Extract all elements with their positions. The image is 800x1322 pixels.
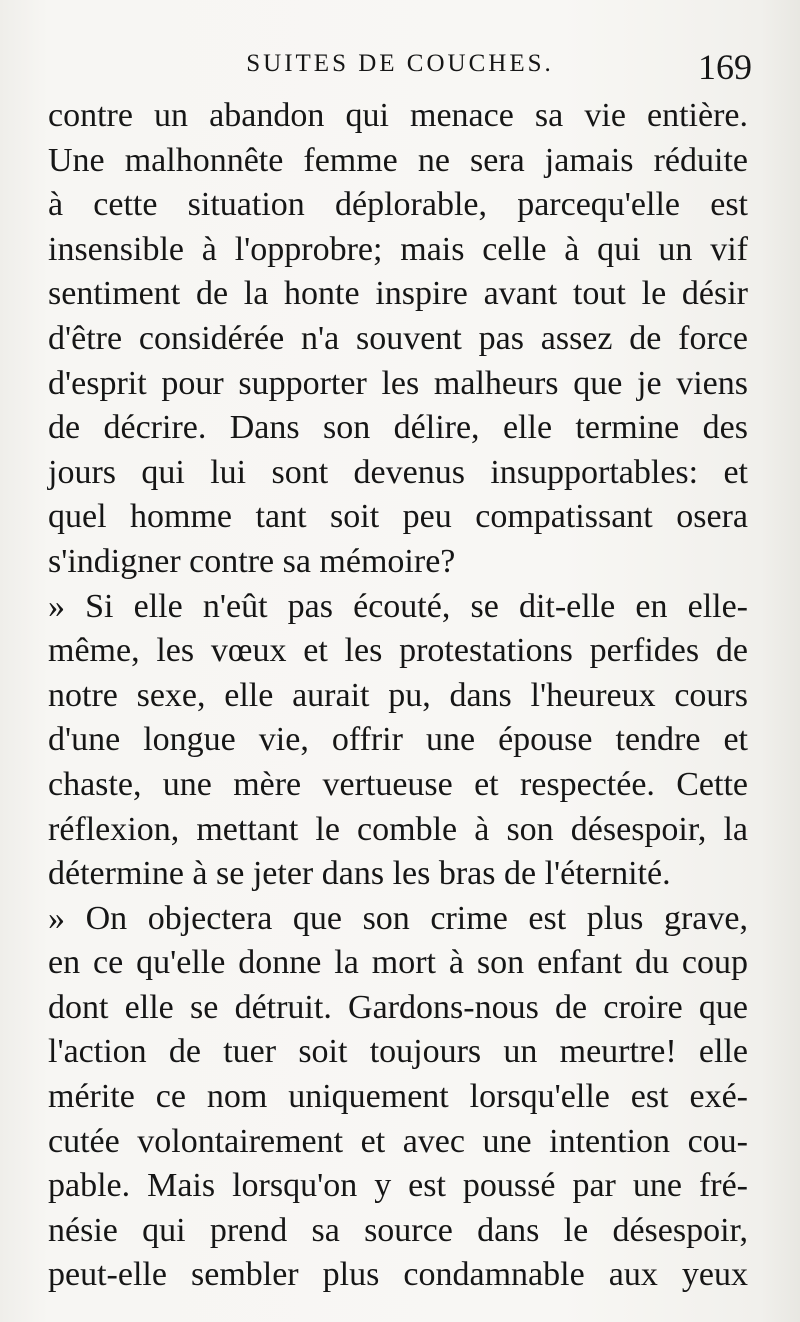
text-line: Une malhonnête femme ne sera jamais réduite bbox=[48, 141, 748, 179]
text-line: d'une longue vie, offrir une épouse tendre et bbox=[48, 721, 748, 759]
paragraph-start-line: » On objectera que son crime est plus grave, bbox=[48, 899, 748, 937]
text-line: mérite ce nom uniquement lorsqu'elle est exé- bbox=[48, 1078, 748, 1116]
page-header bbox=[48, 46, 752, 86]
text-line: notre sexe, elle aurait pu, dans l'heureux cours bbox=[48, 676, 748, 714]
text-line: insensible à l'opprobre; mais celle à qui un vif bbox=[48, 230, 748, 268]
text-line: d'être considérée n'a souvent pas assez de force bbox=[48, 319, 748, 357]
text-line: pable. Mais lorsqu'on y est poussé par une fré- bbox=[48, 1167, 748, 1205]
text-line: d'esprit pour supporter les malheurs que je viens bbox=[48, 364, 748, 402]
text-line: de décrire. Dans son délire, elle termine des bbox=[48, 409, 748, 447]
text-line: même, les vœux et les protestations perfides de bbox=[48, 632, 748, 670]
text-line: quel homme tant soit peu compatissant osera bbox=[48, 498, 748, 536]
text-line: nésie qui prend sa source dans le désespoir, bbox=[48, 1211, 748, 1249]
paragraph-start-line: » Si elle n'eût pas écouté, se dit-elle en elle- bbox=[48, 587, 748, 625]
paragraph-end-line: détermine à se jeter dans les bras de l'éternité. bbox=[48, 855, 671, 893]
text-line: sentiment de la honte inspire avant tout le désir bbox=[48, 275, 748, 313]
text-line: réflexion, mettant le comble à son désespoir, la bbox=[48, 810, 748, 848]
text-line: à cette situation déplorable, parcequ'elle est bbox=[48, 186, 748, 224]
text-line: cutée volontairement et avec une intention cou- bbox=[48, 1122, 748, 1160]
text-line: peut-elle sembler plus condamnable aux yeux bbox=[48, 1256, 748, 1294]
running-head: SUITES DE COUCHES. bbox=[246, 50, 554, 77]
text-line: jours qui lui sont devenus insupportables: et bbox=[48, 453, 748, 491]
text-line: chaste, une mère vertueuse et respectée. Cette bbox=[48, 765, 748, 803]
text-line: en ce qu'elle donne la mort à son enfant du coup bbox=[48, 944, 748, 982]
body-text bbox=[48, 94, 748, 1298]
text-line: l'action de tuer soit toujours un meurtre! elle bbox=[48, 1033, 748, 1071]
page-number: 169 bbox=[698, 47, 752, 87]
paragraph-end-line: s'indigner contre sa mémoire? bbox=[48, 542, 456, 580]
text-line: contre un abandon qui menace sa vie entière. bbox=[48, 97, 748, 134]
text-line: dont elle se détruit. Gardons-nous de croire que bbox=[48, 988, 748, 1026]
